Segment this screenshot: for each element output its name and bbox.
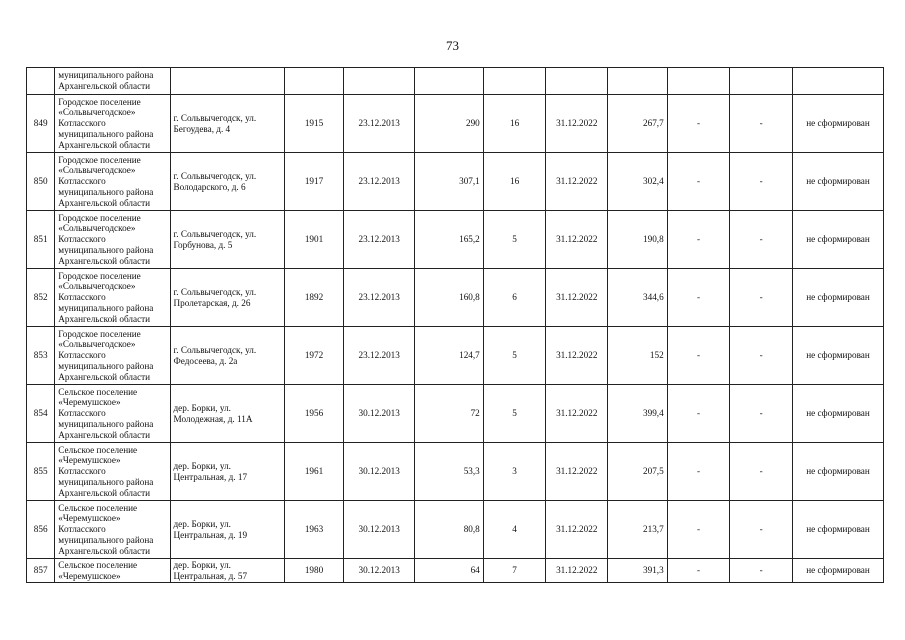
cell-value: 207,5	[608, 443, 668, 501]
cell-area: 307,1	[415, 153, 484, 211]
cell-date: 30.12.2013	[344, 559, 415, 583]
cell-address: г. Сольвычегодск, ул. Бегоудева, д. 4	[170, 95, 284, 153]
table-row	[27, 269, 884, 327]
page-number: 73	[446, 38, 459, 53]
cell-count: 16	[483, 153, 546, 211]
cell-count: 5	[483, 211, 546, 269]
cell-area: 72	[415, 385, 484, 443]
cell-status: не сформирован	[793, 443, 884, 501]
cell-value: 391,3	[608, 559, 668, 583]
cell-address	[170, 68, 284, 95]
cell-year: 1901	[284, 211, 344, 269]
table-row	[27, 501, 884, 559]
cell-col11: -	[730, 269, 793, 327]
cell-date: 30.12.2013	[344, 501, 415, 559]
cell-col11: -	[730, 327, 793, 385]
cell-area: 80,8	[415, 501, 484, 559]
cell-municipality: Городское поселение «Сольвычегодское» Котласского муниципального района Архангельской области	[55, 153, 170, 211]
cell-num: 852	[27, 269, 55, 327]
cell-address: дер. Борки, ул. Центральная, д. 17	[170, 443, 284, 501]
cell-year: 1961	[284, 443, 344, 501]
cell-municipality: Сельское поселение «Черемушское»	[55, 559, 170, 583]
cell-status: не сформирован	[793, 559, 884, 583]
cell-date: 23.12.2013	[344, 95, 415, 153]
cell-end-date: 31.12.2022	[546, 443, 608, 501]
cell-municipality: Городское поселение «Сольвычегодское» Котласского муниципального района Архангельской области	[55, 269, 170, 327]
cell-col10: -	[667, 501, 730, 559]
table-row	[27, 559, 884, 583]
cell-num: 856	[27, 501, 55, 559]
cell-count: 16	[483, 95, 546, 153]
cell-municipality: Городское поселение «Сольвычегодское» Котласского муниципального района Архангельской области	[55, 95, 170, 153]
cell-municipality: Сельское поселение «Черемушское» Котласского муниципального района Архангельской области	[55, 501, 170, 559]
cell-col10: -	[667, 559, 730, 583]
cell-col10: -	[667, 211, 730, 269]
cell-date: 30.12.2013	[344, 385, 415, 443]
cell-status: не сформирован	[793, 211, 884, 269]
housing-registry-table	[26, 67, 884, 583]
cell-address: г. Сольвычегодск, ул. Володарского, д. 6	[170, 153, 284, 211]
cell-num: 854	[27, 385, 55, 443]
cell-num	[27, 68, 55, 95]
cell-date: 30.12.2013	[344, 443, 415, 501]
cell-col10	[667, 68, 730, 95]
cell-municipality: Городское поселение «Сольвычегодское» Котласского муниципального района Архангельской области	[55, 327, 170, 385]
cell-date	[344, 68, 415, 95]
cell-count: 5	[483, 385, 546, 443]
table-body	[27, 68, 884, 583]
cell-value: 302,4	[608, 153, 668, 211]
cell-num: 853	[27, 327, 55, 385]
cell-end-date: 31.12.2022	[546, 501, 608, 559]
cell-area: 64	[415, 559, 484, 583]
cell-status: не сформирован	[793, 327, 884, 385]
cell-value: 399,4	[608, 385, 668, 443]
cell-status: не сформирован	[793, 153, 884, 211]
cell-status: не сформирован	[793, 385, 884, 443]
cell-municipality: Сельское поселение «Черемушское» Котласского муниципального района Архангельской области	[55, 385, 170, 443]
cell-end-date: 31.12.2022	[546, 269, 608, 327]
cell-count: 3	[483, 443, 546, 501]
cell-status: не сформирован	[793, 501, 884, 559]
cell-col10: -	[667, 95, 730, 153]
cell-area: 165,2	[415, 211, 484, 269]
cell-col11: -	[730, 559, 793, 583]
cell-address: г. Сольвычегодск, ул. Горбунова, д. 5	[170, 211, 284, 269]
cell-year: 1956	[284, 385, 344, 443]
cell-address: г. Сольвычегодск, ул. Федосеева, д. 2а	[170, 327, 284, 385]
cell-date: 23.12.2013	[344, 153, 415, 211]
cell-col10: -	[667, 153, 730, 211]
cell-count: 5	[483, 327, 546, 385]
cell-year	[284, 68, 344, 95]
table-row	[27, 327, 884, 385]
cell-num: 849	[27, 95, 55, 153]
cell-col11: -	[730, 95, 793, 153]
table-row	[27, 385, 884, 443]
cell-value: 344,6	[608, 269, 668, 327]
cell-municipality: Городское поселение «Сольвычегодское» Котласского муниципального района Архангельской области	[55, 211, 170, 269]
cell-area: 160,8	[415, 269, 484, 327]
cell-status: не сформирован	[793, 269, 884, 327]
cell-col11: -	[730, 501, 793, 559]
cell-num: 855	[27, 443, 55, 501]
cell-end-date: 31.12.2022	[546, 153, 608, 211]
cell-year: 1892	[284, 269, 344, 327]
cell-end-date: 31.12.2022	[546, 211, 608, 269]
cell-count: 6	[483, 269, 546, 327]
cell-municipality: Сельское поселение «Черемушское» Котласского муниципального района Архангельской области	[55, 443, 170, 501]
cell-area: 124,7	[415, 327, 484, 385]
cell-count	[483, 68, 546, 95]
table-row	[27, 443, 884, 501]
cell-year: 1963	[284, 501, 344, 559]
cell-count: 7	[483, 559, 546, 583]
cell-area: 53,3	[415, 443, 484, 501]
cell-col10: -	[667, 443, 730, 501]
cell-year: 1980	[284, 559, 344, 583]
cell-municipality: муниципального района Архангельской области	[55, 68, 170, 95]
table-row	[27, 153, 884, 211]
cell-address: дер. Борки, ул. Центральная, д. 19	[170, 501, 284, 559]
cell-address: дер. Борки, ул. Молодежная, д. 11А	[170, 385, 284, 443]
cell-area: 290	[415, 95, 484, 153]
cell-col11: -	[730, 385, 793, 443]
cell-col11: -	[730, 443, 793, 501]
cell-value	[608, 68, 668, 95]
cell-date: 23.12.2013	[344, 211, 415, 269]
cell-col11: -	[730, 153, 793, 211]
cell-value: 152	[608, 327, 668, 385]
cell-date: 23.12.2013	[344, 269, 415, 327]
cell-area	[415, 68, 484, 95]
cell-col10: -	[667, 269, 730, 327]
cell-end-date: 31.12.2022	[546, 327, 608, 385]
cell-end-date: 31.12.2022	[546, 95, 608, 153]
cell-year: 1972	[284, 327, 344, 385]
cell-count: 4	[483, 501, 546, 559]
cell-end-date: 31.12.2022	[546, 385, 608, 443]
table-row	[27, 211, 884, 269]
cell-col11	[730, 68, 793, 95]
cell-value: 267,7	[608, 95, 668, 153]
cell-num: 857	[27, 559, 55, 583]
cell-status: не сформирован	[793, 95, 884, 153]
cell-address: г. Сольвычегодск, ул. Пролетарская, д. 26	[170, 269, 284, 327]
cell-col10: -	[667, 385, 730, 443]
cell-value: 213,7	[608, 501, 668, 559]
table-row-continuation	[27, 68, 884, 95]
cell-date: 23.12.2013	[344, 327, 415, 385]
cell-col11: -	[730, 211, 793, 269]
cell-num: 851	[27, 211, 55, 269]
cell-value: 190,8	[608, 211, 668, 269]
cell-num: 850	[27, 153, 55, 211]
cell-end-date: 31.12.2022	[546, 559, 608, 583]
cell-status	[793, 68, 884, 95]
cell-year: 1915	[284, 95, 344, 153]
cell-address: дер. Борки, ул. Центральная, д. 57	[170, 559, 284, 583]
cell-col10: -	[667, 327, 730, 385]
cell-year: 1917	[284, 153, 344, 211]
table-row	[27, 95, 884, 153]
cell-end-date	[546, 68, 608, 95]
